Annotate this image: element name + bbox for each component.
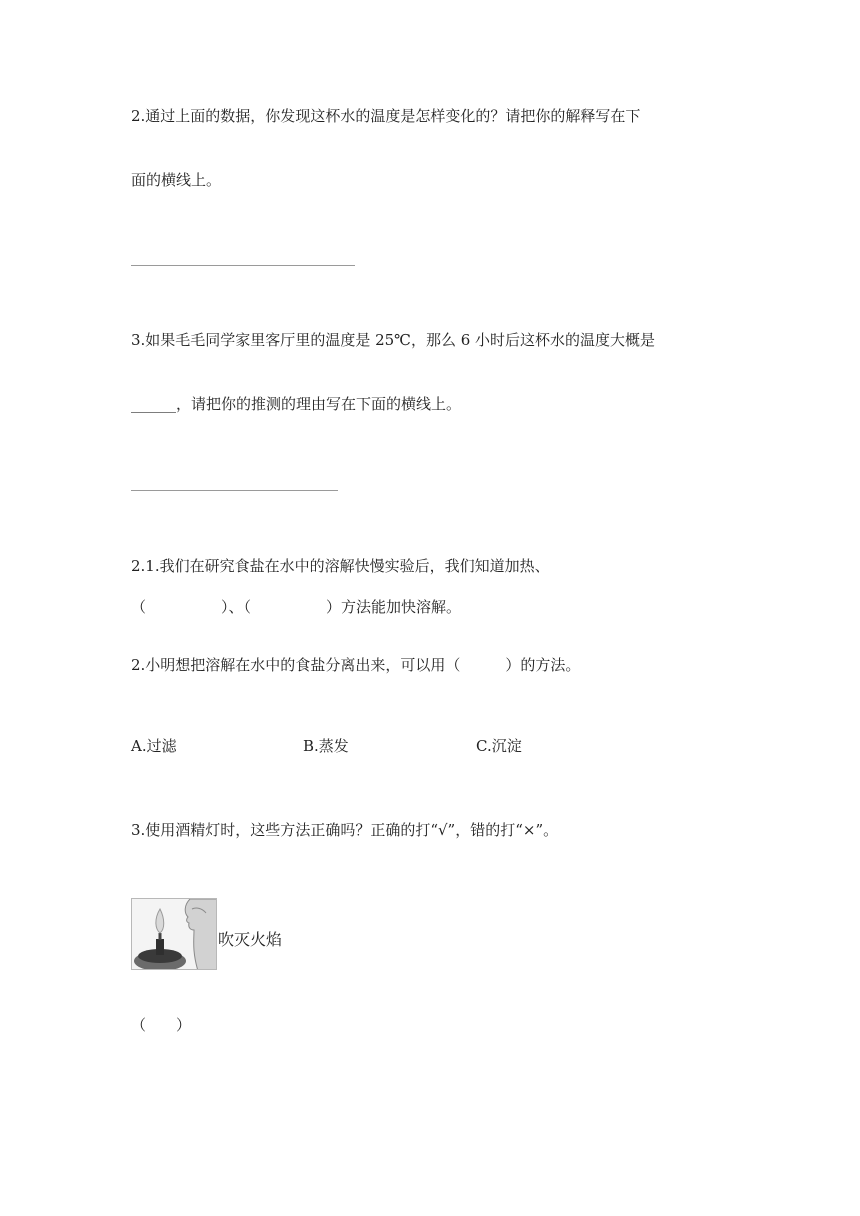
answer-blank[interactable]: （ ） [131,1016,192,1034]
section-2-question-3-text: 3.使用酒精灯时，这些方法正确吗？正确的打“√”，错的打“×”。 [131,821,559,839]
question-3-text-line1: 3.如果毛毛同学家里客厅里的温度是 25℃，那么 6 小时后这杯水的温度大概是 [131,331,656,349]
option-a[interactable]: A.过滤 [131,737,177,755]
section-2-question-2-text: 2.小明想把溶解在水中的食盐分离出来，可以用（ ）的方法。 [131,656,581,674]
image-caption: 吹灭火焰 [218,930,283,949]
answer-line[interactable] [131,265,355,266]
question-2-text-line1: 2.通过上面的数据，你发现这杯水的温度是怎样变化的？请把你的解释写在下 [131,107,641,125]
section-2-question-1-line1: 2.1.我们在研究食盐在水中的溶解快慢实验后，我们知道加热、 [131,557,550,575]
option-b[interactable]: B.蒸发 [303,737,349,755]
blowing-out-lamp-illustration [131,898,217,970]
question-2-text-line2: 面的横线上。 [131,171,222,189]
question-3-text-line2: ______，请把你的推测的理由写在下面的横线上。 [131,395,462,413]
option-c[interactable]: C.沉淀 [476,737,522,755]
answer-line[interactable] [131,490,338,491]
alcohol-lamp-icon [132,899,217,970]
section-2-question-1-blanks: （ ）、（ ）方法能加快溶解。 [131,598,462,616]
